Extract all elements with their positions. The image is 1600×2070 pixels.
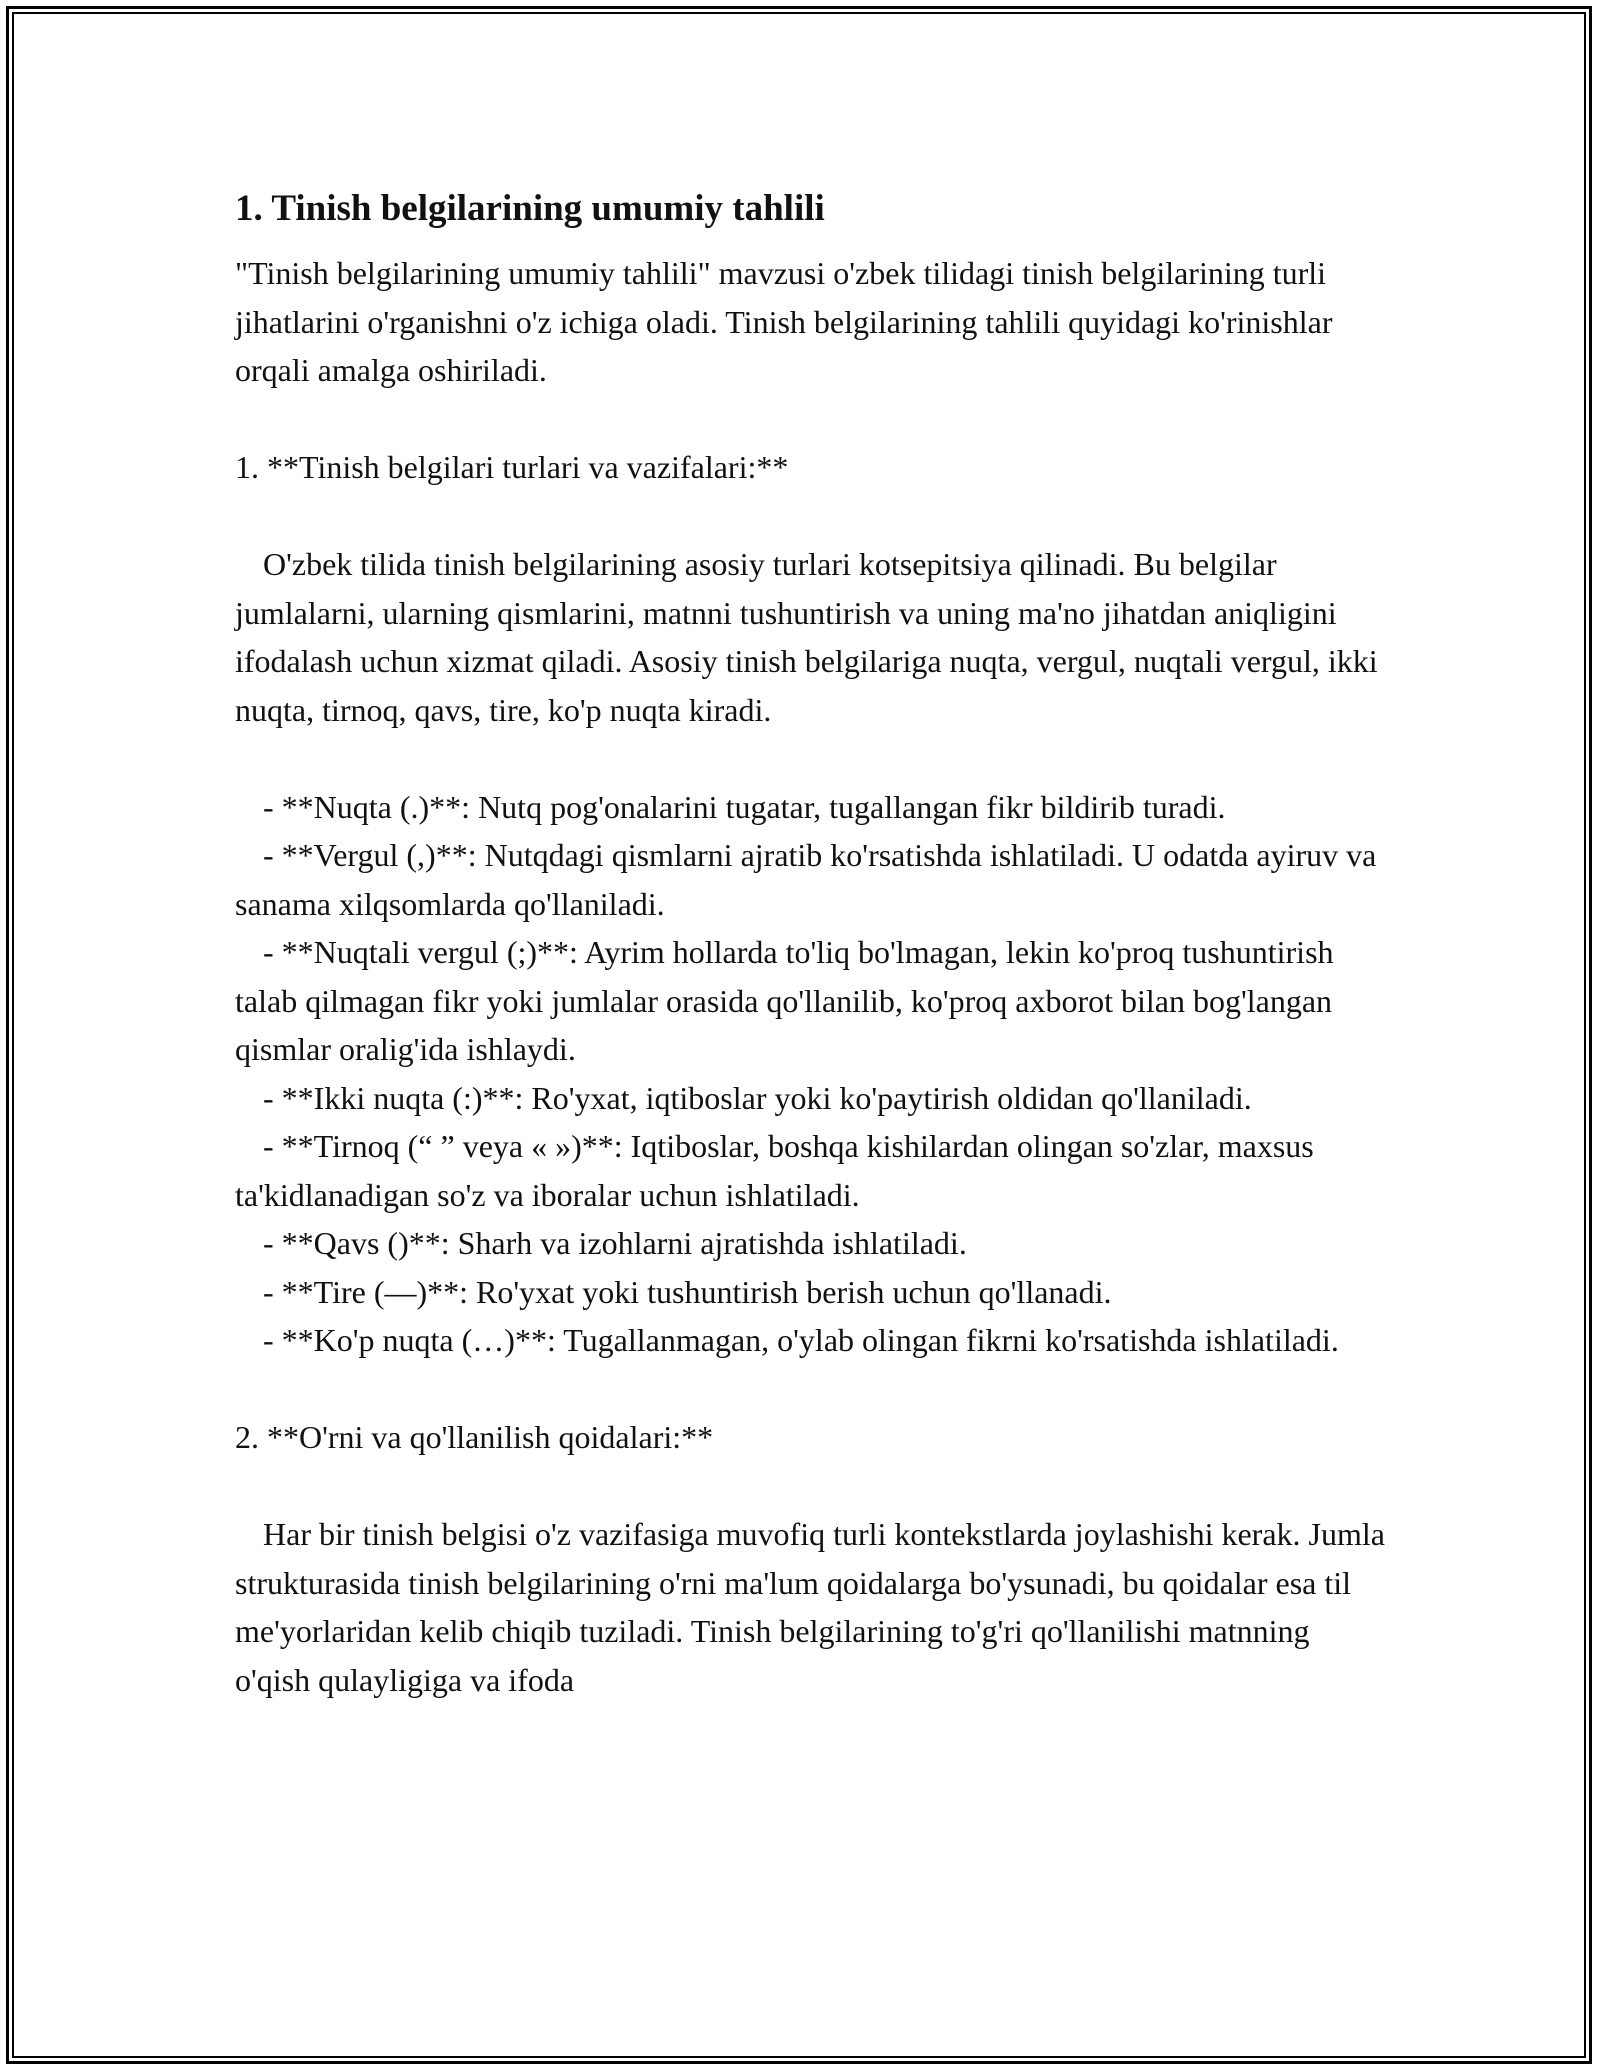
- list-item-text: - **Ko'p nuqta (…)**: Tugallanmagan, o'ylab olingan fikrni ko'rsatishda ishlatiladi.: [263, 1322, 1339, 1358]
- list-item-text: - **Ikki nuqta (:)**: Ro'yxat, iqtiboslar yoki ko'paytirish oldidan qo'llaniladi.: [263, 1079, 1252, 1116]
- intro-paragraph: "Tinish belgilarining umumiy tahlili" mavzusi o'zbek tilidagi tinish belgilarining turli jihatlarini o'rganishni o'z ichiga oladi. Tinish belgilarining tahlili quyidagi ko'rinishlar orqali amalga oshiriladi.: [235, 255, 1341, 388]
- list-item: [235, 1316, 1385, 1365]
- paragraph-gap: [235, 395, 1385, 444]
- section-1-title: 1. **Tinish belgilari turlari va vazifalari:**: [235, 449, 789, 485]
- document-heading: 1. Tinish belgilarining umumiy tahlili: [235, 188, 825, 229]
- section-1-body-text: O'zbek tilida tinish belgilarining asosiy turlari kotsepitsiya qilinadi. Bu belgilar jumlalarni, ularning qismlarini, matnni tushuntirish va uning ma'no jihatdan aniqligini ifodalash uchun xizmat qiladi. Asosiy tinish belgilariga nuqta, vergul, nuqtali vergul, ikki nuqta, tirnoq, qavs, tire, ko'p nuqta kiradi.: [235, 546, 1386, 728]
- list-item-text: - **Nuqta (.)**: Nutq pog'onalarini tugatar, tugallangan fikr bildirib turadi.: [263, 788, 1226, 825]
- list-item-text: - **Nuqtali vergul (;)**: Ayrim hollarda to'liq bo'lmagan, lekin ko'proq tushuntirish talab qilmagan fikr yoki jumlalar orasida qo'llanilib, ko'proq axborot bilan bog'langan qismlar oralig'ida ishlaydi.: [235, 934, 1342, 1067]
- list-item: [235, 1122, 1385, 1219]
- document-body: [235, 185, 1393, 1704]
- paragraph-gap: [235, 1365, 1385, 1414]
- paragraph-gap: [235, 1462, 1385, 1511]
- list-item: [235, 1074, 1385, 1123]
- section-2-body-text: Har bir tinish belgisi o'z vazifasiga muvofiq turli kontekstlarda joylashishi kerak. Jumla strukturasida tinish belgilarining o'rni ma'lum qoidalarga bo'ysunadi, bu qoidalar esa til me'yorlaridan kelib chiqib tuziladi. Tinish belgilarining to'g'ri qo'llanilishi matnning o'qish qulayligiga va ifoda: [235, 1516, 1393, 1698]
- list-item-text: - **Qavs ()**: Sharh va izohlarni ajratishda ishlatiladi.: [263, 1225, 967, 1261]
- paragraph-gap: [235, 492, 1385, 541]
- section-2-title: 2. **O'rni va qo'llanilish qoidalari:**: [235, 1419, 714, 1455]
- list-item-text: - **Vergul (,)**: Nutqdagi qismlarni ajratib ko'rsatishda ishlatiladi. U odatda ayiruv va sanama xilqsomlarda qo'llaniladi.: [235, 837, 1385, 922]
- list-item: [235, 1219, 1385, 1268]
- list-item: [235, 1268, 1385, 1317]
- list-item-text: - **Tire (—)**: Ro'yxat yoki tushuntirish berish uchun qo'llanadi.: [263, 1273, 1112, 1310]
- list-item-text: - **Tirnoq (“ ” veya « »)**: Iqtiboslar, boshqa kishilardan olingan so'zlar, maxsus ta'kidlanadigan so'z va iboralar uchun ishlatiladi.: [235, 1128, 1322, 1213]
- list-item: [235, 928, 1385, 1074]
- section-2-body: [235, 1510, 1393, 1704]
- section-1-body: [235, 540, 1385, 734]
- paragraph-gap: [235, 734, 1385, 783]
- list-item: [235, 783, 1385, 832]
- list-item: [235, 831, 1385, 928]
